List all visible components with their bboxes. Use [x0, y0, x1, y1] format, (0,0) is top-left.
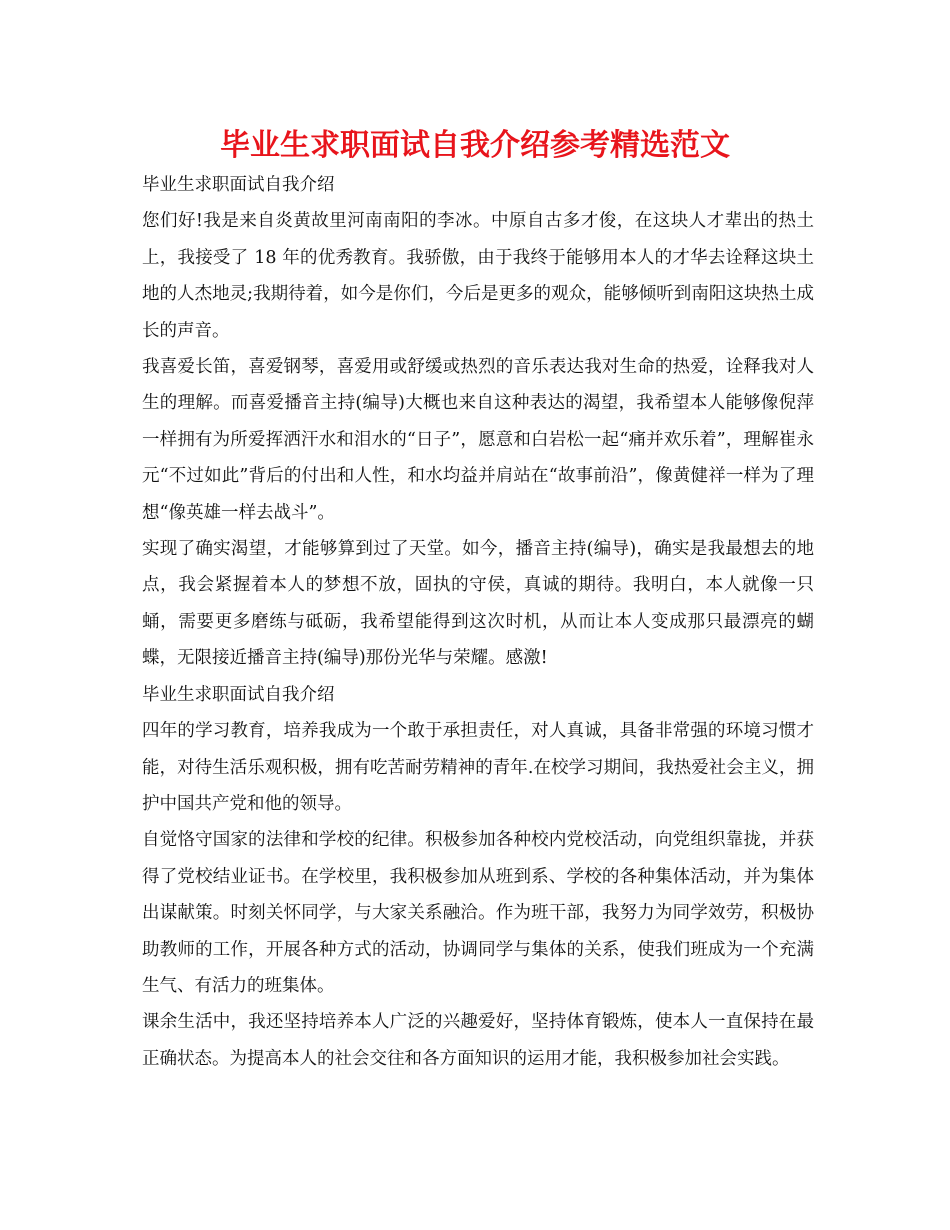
paragraph: 实现了确实渴望，才能够算到过了天堂。如今，播音主持(编导)，确实是我最想去的地点，我会紧握着本人的梦想不放，固执的守侯，真诚的期待。我明白，本人就像一只蛹，需要更多磨练与砥砺，我希望能得到这次时机，从而让本人变成那只最漂亮的蝴蝶，无限接近播音主持(编导)那份光华与荣耀。感激! — [142, 539, 814, 669]
paragraph: 您们好!我是来自炎黄故里河南南阳的李冰。中原自古多才俊，在这块人才辈出的热土上，我接受了 18 年的优秀教育。我骄傲，由于我终于能够用本人的才华去诠释这块土地的人杰地灵;我期待着，如今是你们，今后是更多的观众，能够倾听到南阳这块热土成长的声音。 — [142, 211, 814, 341]
section-heading: 毕业生求职面试自我介绍 — [142, 175, 335, 195]
document-body — [142, 167, 814, 1077]
paragraph: 我喜爱长笛，喜爱钢琴，喜爱用或舒缓或热烈的音乐表达我对生命的热爱，诠释我对人生的理解。而喜爱播音主持(编导)大概也来自这种表达的渴望，我希望本人能够像倪萍一样拥有为所爱挥洒汗水和泪水的“日子”，愿意和白岩松一起“痛并欢乐着”，理解崔永元“不过如此”背后的付出和人性，和水均益并肩站在“故事前沿”，像黄健祥一样为了理想“像英雄一样去战斗”。 — [142, 357, 814, 523]
paragraph: 课余生活中，我还坚持培养本人广泛的兴趣爱好，坚持体育锻炼，使本人一直保持在最正确状态。为提高本人的社会交往和各方面知识的运用才能，我积极参加社会实践。 — [142, 1012, 814, 1069]
section-heading: 毕业生求职面试自我介绍 — [142, 684, 335, 705]
paragraph: 自觉恪守国家的法律和学校的纪律。积极参加各种校内党校活动，向党组织靠拢，并获得了党校结业证书。在学校里，我积极参加从班到系、学校的各种集体活动，并为集体出谋献策。时刻关怀同学，与大家关系融洽。作为班干部，我努力为同学效劳，积极协助教师的工作，开展各种方式的活动，协调同学与集体的关系，使我们班成为一个充满生气、有活力的班集体。 — [142, 830, 814, 996]
page-title: 毕业生求职面试自我介绍参考精选范文 — [220, 128, 730, 163]
paragraph: 四年的学习教育，培养我成为一个敢于承担责任，对人真诚，具备非常强的环境习惯才能，对待生活乐观积极，拥有吃苦耐劳精神的青年.在校学习期间，我热爱社会主义，拥护中国共产党和他的领导。 — [142, 721, 814, 814]
